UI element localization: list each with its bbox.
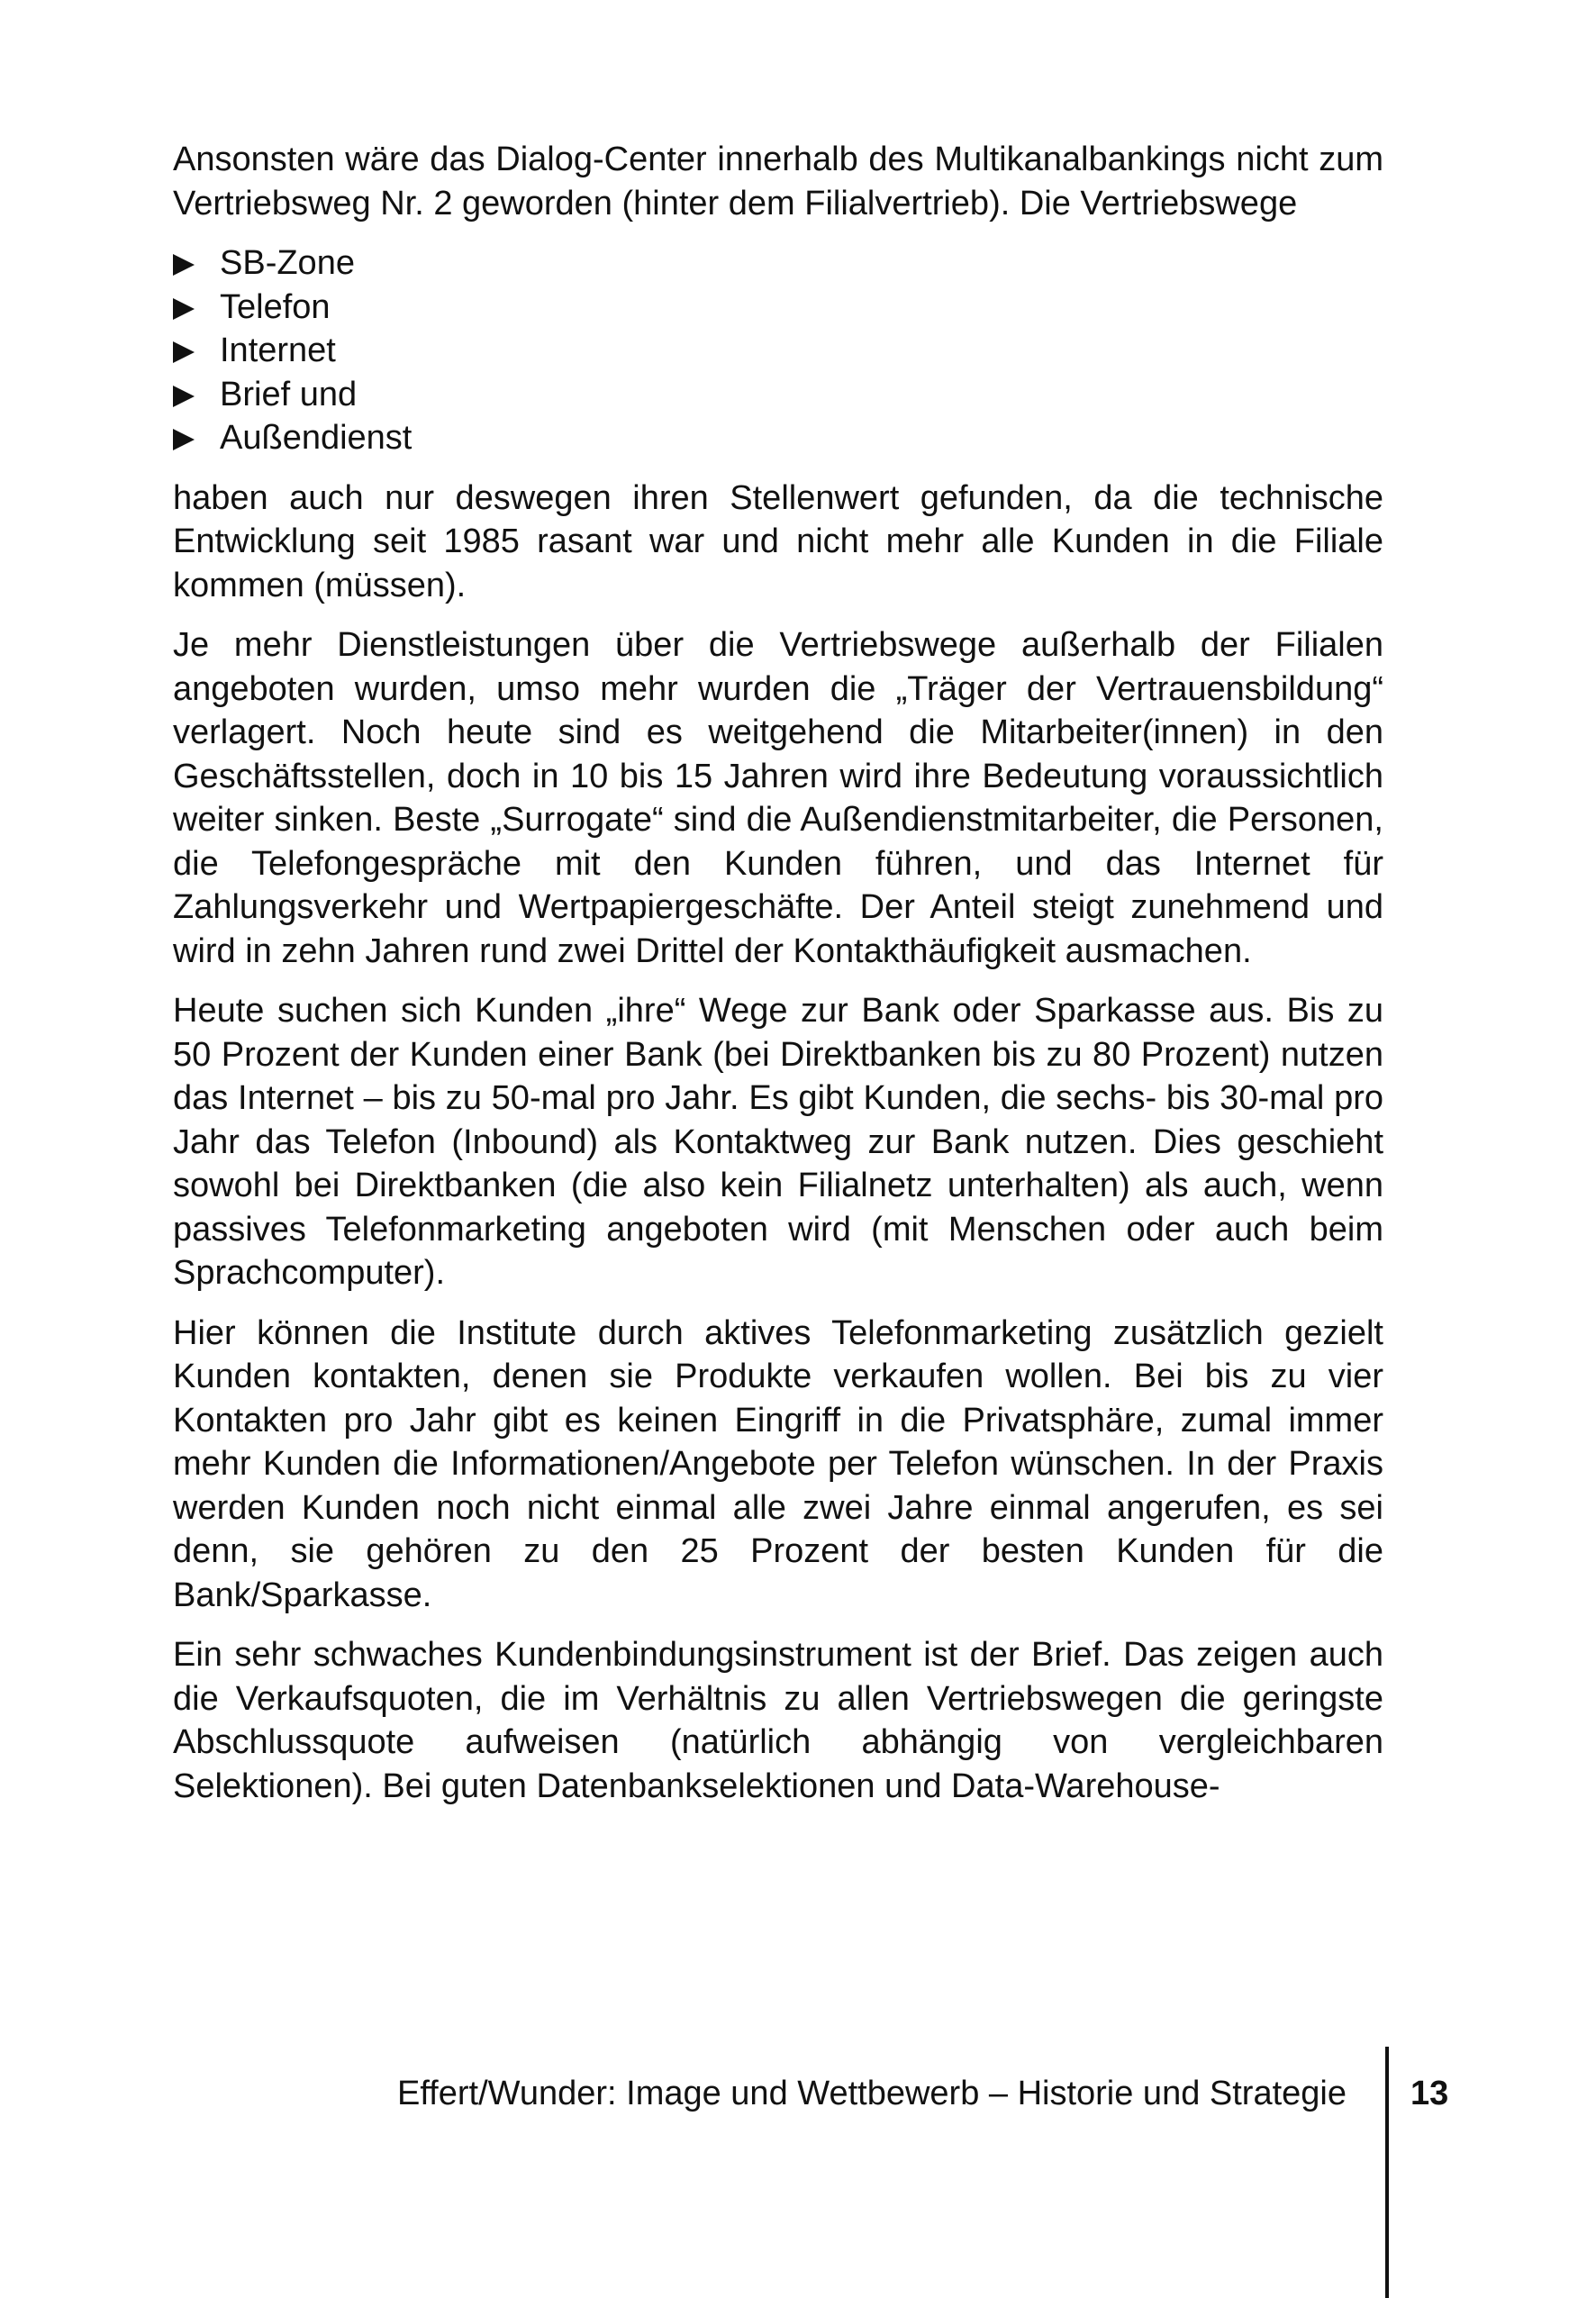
triangle-bullet-icon	[173, 341, 195, 363]
list-item	[173, 329, 1383, 373]
list-item-text: Außendienst	[220, 419, 413, 457]
page-body	[173, 138, 1383, 1824]
paragraph-2: haben auch nur deswegen ihren Stellenwert gefunden, da die technische Entwicklung seit 1985 rasant war und nicht mehr alle Kunden in die Filiale kommen (müssen).	[173, 478, 1383, 604]
footer-citation: Effert/Wunder: Image und Wettbewerb – Historie und Strategie	[396, 2075, 1347, 2112]
list-item	[173, 373, 1383, 417]
list-item	[173, 416, 1383, 460]
list-item	[173, 241, 1383, 286]
triangle-bullet-icon	[173, 298, 195, 320]
list-item-text: SB-Zone	[220, 244, 355, 282]
triangle-bullet-icon	[173, 429, 195, 450]
list-item-text: Brief und	[220, 375, 358, 413]
page-number: 13	[1410, 2075, 1449, 2112]
list-item	[173, 286, 1383, 330]
list-item-text: Internet	[220, 332, 336, 369]
triangle-bullet-icon	[173, 386, 195, 407]
list-item-text: Telefon	[220, 287, 331, 326]
triangle-bullet-icon	[173, 254, 195, 276]
paragraph-1: Ansonsten wäre das Dialog-Center innerhalb des Multikanalbankings nicht zum Vertriebsweg Nr. 2 geworden (hinter dem Filialvertrieb). Die Vertriebswege	[173, 141, 1383, 223]
footer-vertical-rule	[1385, 2047, 1389, 2298]
paragraph-4: Heute suchen sich Kunden „ihre“ Wege zur Bank oder Sparkasse aus. Bis zu 50 Prozent der Kunden einer Bank (bei Direktbanken bis zu 80 Prozent) nutzen das Internet – bis zu 50-mal pro Jahr. Es gibt Kunden, die sechs- bis 30-mal pro Jahr das Telefon (Inbound) als Kontaktweg zur Bank nutzen. Dies geschieht sowohl bei Direktbanken (die also kein Filialnetz unterhalten) als auch, wenn passives Telefonmarketing angeboten wird (mit Menschen oder auch beim Sprachcomputer).	[173, 992, 1383, 1292]
paragraph-5: Hier können die Institute durch aktives Telefonmarketing zusätzlich gezielt Kunden kontakten, denen sie Produkte verkaufen wollen. Bei bis zu vier Kontakten pro Jahr gibt es keinen Eingriff in die Privatsphäre, zumal immer mehr Kunden die Informationen/Angebote per Telefon wünschen. In der Praxis werden Kunden noch nicht einmal alle zwei Jahre einmal angerufen, es sei denn, sie gehören zu den 25 Prozent der besten Kunden für die Bank/Sparkasse.	[173, 1313, 1383, 1614]
sales-channel-list	[173, 241, 1383, 460]
paragraph-3: Je mehr Dienstleistungen über die Vertriebswege außerhalb der Filialen angeboten wurden, umso mehr wurden die „Träger der Vertrauensbildung“ verlagert. Noch heute sind es weitgehend die Mitarbeiter(innen) in den Geschäftsstellen, doch in 10 bis 15 Jahren wird ihre Bedeutung voraussichtlich weiter sinken. Beste „Surrogate“ sind die Außendienstmitarbeiter, die Personen, die Telefongespräche mit den Kunden führen, und das Internet für Zahlungsverkehr und Wertpapiergeschäfte. Der Anteil steigt zunehmend und wird in zehn Jahren rund zwei Drittel der Kontakthäufigkeit ausmachen.	[173, 626, 1383, 970]
paragraph-6: Ein sehr schwaches Kundenbindungsinstrument ist der Brief. Das zeigen auch die Verkaufsquoten, die im Verhältnis zu allen Vertriebswegen die geringste Abschlussquote aufweisen (natürlich abhängig von vergleichbaren Selektionen). Bei guten Datenbankselektionen und Data-Warehouse-	[173, 1636, 1383, 1805]
